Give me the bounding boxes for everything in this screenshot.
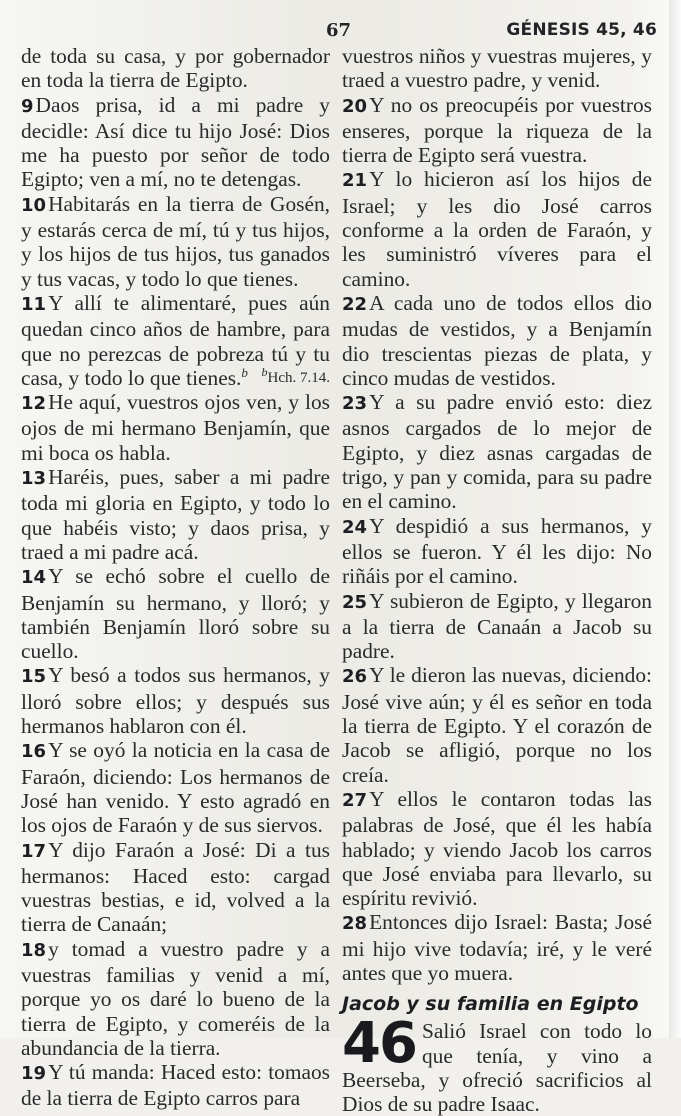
verse-10: 10Habitarás en la tierra de Gosén, y estarás cerca de mí, tú y tus hijos, y los hijos de tus hijos, tus ganados y tus vacas, y todo lo que tienes. (21, 191, 330, 291)
verse-22: 22A cada uno de todos ellos dio mudas de vestidos, y a Benjamín dio trescientas piezas de plata, y cinco mudas de vestidos. (342, 290, 652, 390)
verse-12: 12He aquí, vuestros ojos ven, y los ojos de mi hermano Benjamín, que mi boca os habla. (21, 390, 330, 465)
footnote-reference: $^b$Hch. 7.14. (261, 364, 330, 386)
verse-23: 23Y a su padre envió esto: diez asnos cargados de lo mejor de Egipto, y diez asnas cargadas de trigo, y pan y comida, para su padre en el camino. (342, 390, 652, 514)
verse-number: 25 (342, 591, 368, 613)
verse-number: 28 (342, 913, 368, 935)
chapter-verse-1: Salió Israel con todo lo que tenía, y vino a Beerseba, y ofreció sacrificios al Dios de su padre Isaac. (342, 1019, 652, 1116)
verse-9: 9Daos prisa, id a mi padre y decidle: Así dice tu hijo José: Dios me ha puesto por señor de todo Egipto; ven a mí, no te detengas. (21, 92, 330, 192)
verse-continuation: de toda su casa, y por gobernador en toda la tierra de Egipto. (21, 44, 330, 93)
verse-number: 27 (342, 789, 368, 811)
page-edge (669, 0, 681, 1038)
page-number: 67 (326, 20, 352, 41)
verse-17: 17Y dijo Faraón a José: Di a tus hermanos: Haced esto: cargad vuestras bestias, e id, volved a la tierra de Canaán; (21, 837, 330, 937)
verse-14: 14Y se echó sobre el cuello de Benjamín su hermano, y lloró; y también Benjamín lloró sobre su cuello. (21, 564, 330, 664)
footnote-marker: b (241, 364, 248, 380)
verse-number: 11 (21, 293, 47, 315)
verse-number: 14 (21, 567, 47, 589)
verse-number: 24 (342, 516, 368, 538)
verse-18: 18y tomad a vuestro padre y a vuestras familias y venid a mí, porque yo os daré lo bueno de la tierra de Egipto, y comeréis de la abundancia de la tierra. (21, 936, 330, 1060)
section-heading: Jacob y su familia en Egipto (342, 993, 639, 1016)
verse-number: 17 (21, 840, 47, 862)
verse-number: 23 (342, 393, 368, 415)
verse-26: 26Y le dieron las nuevas, diciendo: José vive aún; y él es señor en toda la tierra de Egipto. Y el corazón de Jacob se afligió, porque no los creía. (342, 663, 652, 787)
verse-20: 20Y no os preocupéis por vuestros enseres, porque la riqueza de la tierra de Egipto será vuestra. (342, 92, 652, 168)
verse-24: 24Y despidió a sus hermanos, y ellos se fueron. Y él les dijo: No riñáis por el camino. (342, 513, 652, 589)
verse-21: 21Y lo hicieron así los hijos de Israel; y les dio José carros conforme a la orden de Faraón, y les suministró víveres para el camino. (342, 167, 652, 291)
verse-number: 9 (21, 95, 34, 117)
verse-number: 20 (342, 95, 368, 117)
book-reference: GÉNESIS 45, 46 (506, 20, 657, 40)
verse-11: 11Y allí te alimentaré, pues aún quedan cinco años de hambre, para que no perezcas de pobreza tú y tu casa, y todo lo que tienes.$^b$ $^b$Hch. 7.14. (21, 290, 330, 390)
verse-28: 28Entonces dijo Israel: Basta; José mi hijo vive todavía; iré, y le veré antes que yo muera. (342, 910, 652, 985)
verse-number: 16 (21, 741, 47, 763)
verse-number: 10 (21, 194, 47, 216)
chapter-number: 46 (342, 1011, 416, 1077)
verse-continuation: vuestros niños y vuestras mujeres, y traed a vuestro padre, y venid. (342, 44, 652, 93)
running-head (0, 20, 681, 46)
verse-15: 15Y besó a todos sus hermanos, y lloró sobre ellos; y después sus hermanos hablaron con él. (21, 663, 330, 739)
verse-number: 22 (342, 293, 368, 315)
verse-13: 13Haréis, pues, saber a mi padre toda mi gloria en Egipto, y todo lo que habéis visto; y daos prisa, y traed a mi padre acá. (21, 465, 330, 564)
right-column (342, 44, 652, 1116)
verse-number: 26 (342, 666, 368, 688)
verse-19: 19Y tú manda: Haced esto: tomaos de la tierra de Egipto carros para (21, 1060, 330, 1111)
verse-16: 16Y se oyó la noticia en la casa de Faraón, diciendo: Los hermanos de José han venido. Y esto agradó en los ojos de Faraón y de sus siervos. (21, 738, 330, 838)
verse-number: 15 (21, 666, 47, 688)
verse-number: 19 (21, 1063, 47, 1085)
left-column (21, 44, 330, 1111)
verse-number: 12 (21, 393, 47, 415)
verse-27: 27Y ellos le contaron todas las palabras de José, que él les había hablado; y viendo Jacob los carros que José enviaba para llevarlo, su espíritu revivió. (342, 786, 652, 911)
verse-number: 18 (21, 939, 47, 961)
verse-number: 13 (21, 468, 47, 490)
verse-25: 25Y subieron de Egipto, y llegaron a la tierra de Canaán a Jacob su padre. (342, 588, 652, 664)
chapter-46 (342, 1011, 652, 1116)
verse-number: 21 (342, 170, 368, 192)
